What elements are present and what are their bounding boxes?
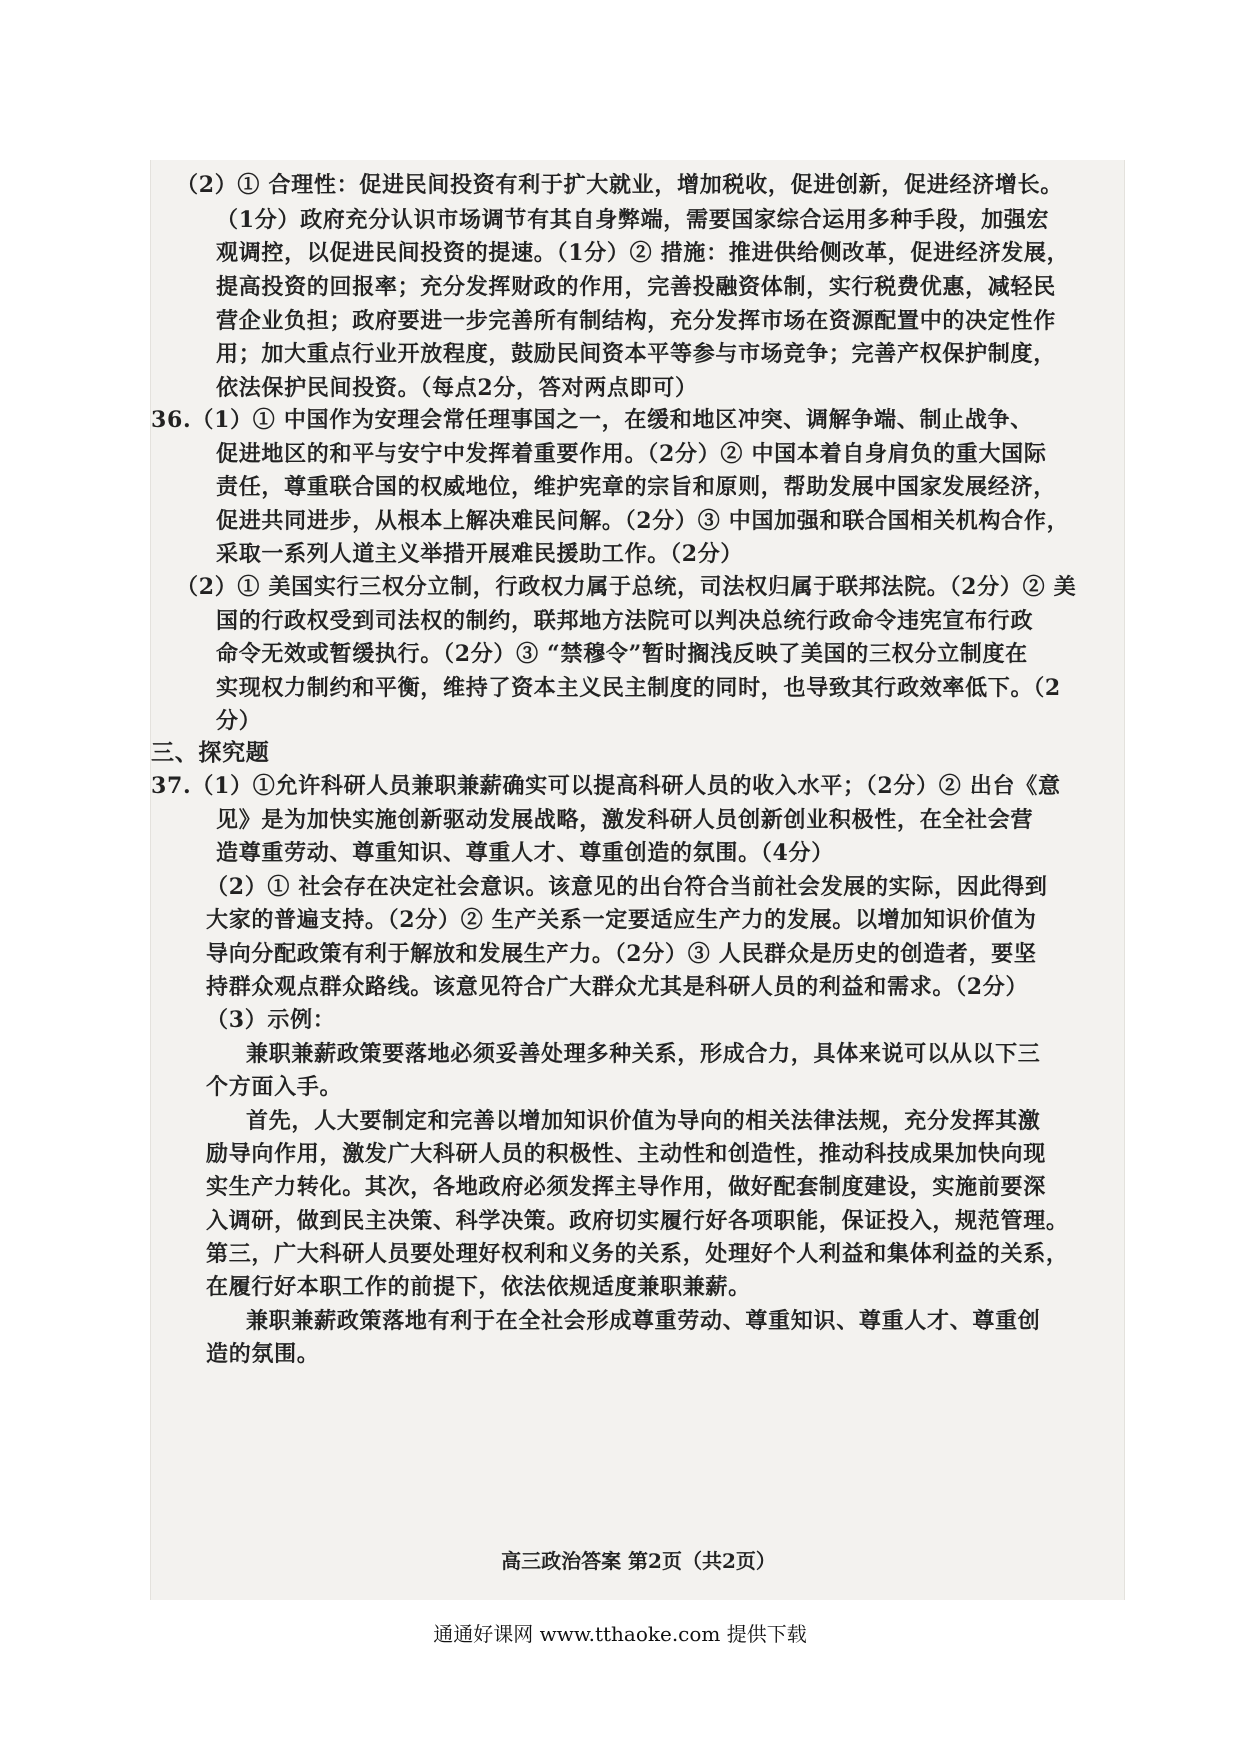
text-line: 促进共同进步，从根本上解决难民问解。（2分）③ 中国加强和联合国相关机构合作， (216, 508, 1070, 534)
text-line: 励导向作用，激发广大科研人员的积极性、主动性和创造性，推动科技成果加快向现 (206, 1141, 1046, 1167)
section-heading: 三、探究题 (151, 739, 270, 766)
text-line: 命令无效或暂缓执行。（2分）③ “禁穆令”暂时搁浅反映了美国的三权分立制度在 (216, 641, 1028, 667)
text-line: 国的行政权受到司法权的制约，联邦地方法院可以判决总统行政命令违宪宣布行政 (216, 608, 1034, 634)
text-line: （2）① 社会存在决定社会意识。该意见的出台符合当前社会发展的实际，因此得到 (206, 874, 1048, 900)
text-line: 营企业负担；政府要进一步完善所有制结构，充分发挥市场在资源配置中的决定性作 (216, 308, 1056, 334)
text-line: 造的氛围。 (206, 1341, 320, 1367)
text-line: 持群众观点群众路线。该意见符合广大群众尤其是科研人员的利益和需求。（2分） (206, 974, 1029, 1000)
text-line: （3）示例： (206, 1007, 336, 1033)
text-line: 责任，尊重联合国的权威地位，维护宪章的宗旨和原则，帮助发展中国家发展经济， (216, 474, 1056, 500)
text-line: 大家的普遍支持。（2分）② 生产关系一定要适应生产力的发展。以增加知识价值为 (206, 907, 1037, 933)
text-line: 见》是为加快实施创新驱动发展战略，激发科研人员创新创业积极性，在全社会营 (216, 807, 1034, 833)
scanned-answer-sheet (150, 160, 1125, 1600)
text-line: 在履行好本职工作的前提下，依法依规适度兼职兼薪。 (206, 1274, 751, 1300)
text-line: 兼职兼薪政策落地有利于在全社会形成尊重劳动、尊重知识、尊重人才、尊重创 (246, 1308, 1041, 1334)
text-line: 37.（1）①允许科研人员兼职兼薪确实可以提高科研人员的收入水平；（2分）② 出台《意 (151, 773, 1061, 799)
text-line: 实生产力转化。其次，各地政府必须发挥主导作用，做好配套制度建设，实施前要深 (206, 1174, 1046, 1200)
text-line: （2）① 美国实行三权分立制，行政权力属于总统，司法权归属于联邦法院。（2分）② 美 (176, 574, 1077, 600)
text-line: （2）① 合理性：促进民间投资有利于扩大就业，增加税收，促进创新，促进经济增长。 (176, 172, 1063, 198)
text-line: 第三，广大科研人员要处理好权利和义务的关系，处理好个人利益和集体利益的关系， (206, 1241, 1069, 1267)
page-footer: 高三政治答案 第2页（共2页） (501, 1549, 776, 1573)
text-line: 依法保护民间投资。（每点2分，答对两点即可） (216, 375, 698, 401)
text-line: 分） (216, 708, 262, 734)
text-line: 提高投资的回报率；充分发挥财政的作用，完善投融资体制，实行税费优惠，减轻民 (216, 274, 1056, 300)
text-line: 36.（1）① 中国作为安理会常任理事国之一，在缓和地区冲突、调解争端、制止战争、 (151, 407, 1033, 433)
text-line: 兼职兼薪政策要落地必须妥善处理多种关系，形成合力，具体来说可以从以下三 (246, 1041, 1041, 1067)
text-line: 个方面入手。 (206, 1074, 343, 1100)
text-line: 导向分配政策有利于解放和发展生产力。（2分）③ 人民群众是历史的创造者，要坚 (206, 941, 1037, 967)
text-line: 促进地区的和平与安宁中发挥着重要作用。（2分）② 中国本着自身肩负的重大国际 (216, 441, 1047, 467)
text-line: 造尊重劳动、尊重知识、尊重人才、尊重创造的氛围。（4分） (216, 840, 834, 866)
text-line: 入调研，做到民主决策、科学决策。政府切实履行好各项职能，保证投入，规范管理。 (206, 1208, 1069, 1234)
text-line: 采取一系列人道主义举措开展难民援助工作。（2分） (216, 541, 744, 567)
download-credit: 通通好课网 www.tthaoke.com 提供下载 (433, 1622, 807, 1646)
text-line: 首先，人大要制定和完善以增加知识价值为导向的相关法律法规，充分发挥其激 (246, 1108, 1041, 1134)
text-line: 实现权力制约和平衡，维持了资本主义民主制度的同时，也导致其行政效率低下。（2 (216, 675, 1061, 701)
text-line: （1分）政府充分认识市场调节有其自身弊端，需要国家综合运用多种手段，加强宏 (216, 207, 1050, 233)
text-line: 用；加大重点行业开放程度，鼓励民间资本平等参与市场竞争；完善产权保护制度， (216, 341, 1056, 367)
text-line: 观调控，以促进民间投资的提速。（1分）② 措施：推进供给侧改革，促进经济发展， (216, 240, 1070, 266)
